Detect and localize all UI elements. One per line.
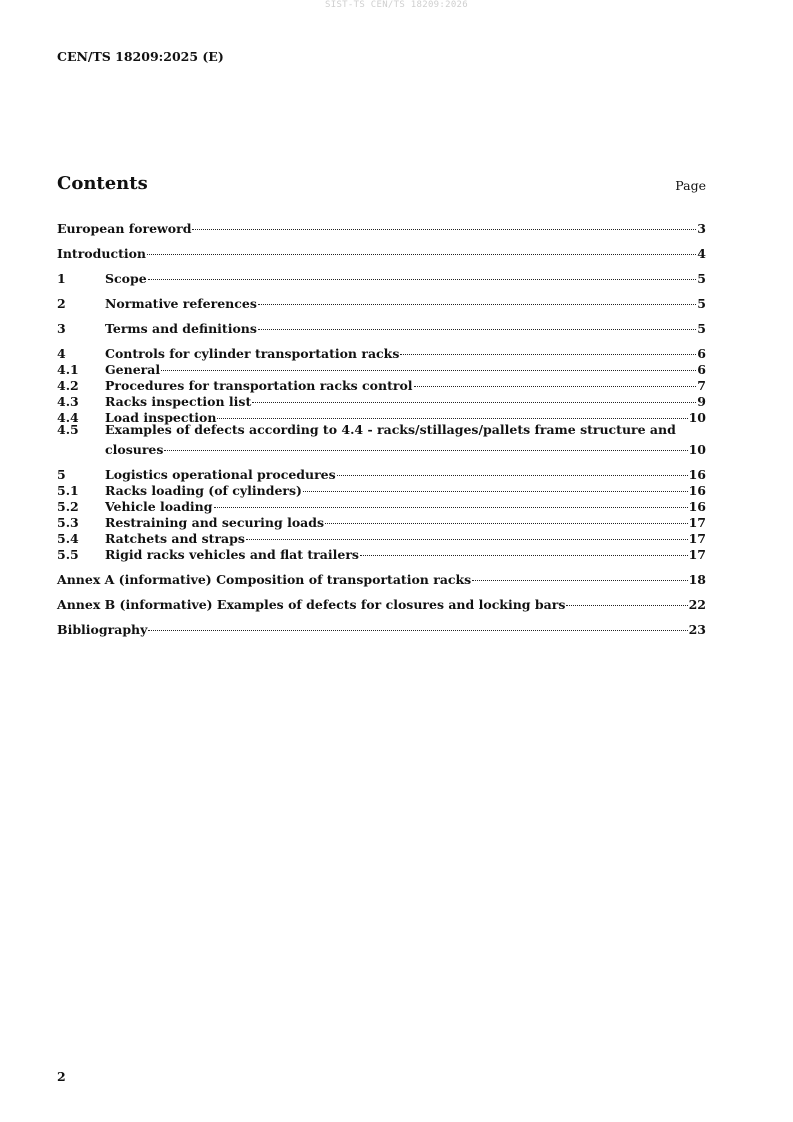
toc-entry-number: 5.3 [57,515,79,530]
watermark: SIST-TS CEN/TS 18209:2026 [325,0,468,10]
toc-entry[interactable] [57,390,706,409]
toc-entry-title-continuation: closures [105,442,164,457]
toc-entry[interactable] [57,374,706,393]
toc-entry-page: 6 [697,362,706,377]
toc-entry-page: 16 [688,483,706,498]
dot-leader [566,593,687,609]
toc-entry-title: Bibliography [57,622,148,637]
toc-entry-number: 4.3 [57,394,79,409]
toc-entry-page: 4 [697,246,706,261]
toc-entry-number: 5 [57,467,66,482]
toc-entry-number: 5.5 [57,547,79,562]
dot-leader [217,406,687,422]
toc-entry[interactable] [57,593,706,612]
toc-entry-title: Logistics operational procedures [105,467,336,482]
toc-entry-title: Rigid racks vehicles and flat trailers [105,547,359,562]
dot-leader [246,527,688,543]
dot-leader [192,217,696,233]
toc-entry-title: Procedures for transportation racks control [105,378,413,393]
toc-entry-page: 3 [697,221,706,236]
toc-entry-title: Load inspection [105,410,217,425]
toc-entry-title: European foreword [57,221,192,236]
dot-leader [147,242,696,258]
toc-entry-page: 5 [697,296,706,311]
toc-entry-number: 4.5 [57,422,79,437]
toc-entry-title: Annex B (informative) Examples of defects for closures and locking bars [57,597,566,612]
toc-entry[interactable] [57,242,706,261]
dot-leader [325,511,688,527]
toc-entry-number: 4.4 [57,410,79,425]
toc-entry-number: 4 [57,346,66,361]
dot-leader [472,568,687,584]
toc-entry-number: 2 [57,296,66,311]
toc-entry-title: Controls for cylinder transportation racks [105,346,400,361]
toc-entry-page: 10 [688,410,706,425]
toc-entry-page: 5 [697,321,706,336]
toc-entry-title: Examples of defects according to 4.4 - racks/stillages/pallets frame structure and [105,422,676,437]
toc-entry-title: Vehicle loading [105,499,213,514]
toc-entry-title: Restraining and securing loads [105,515,325,530]
toc-entry-page: 10 [688,442,706,457]
toc-entry-page: 7 [697,378,706,393]
toc-entry[interactable] [57,267,706,286]
dot-leader [214,495,688,511]
toc-entry-number: 5.4 [57,531,79,546]
dot-leader [360,543,688,559]
toc-entry[interactable] [57,568,706,587]
table-of-contents [57,217,706,637]
toc-entry[interactable] [57,511,706,530]
toc-entry[interactable] [57,495,706,514]
dot-leader [414,374,697,390]
toc-entry-number: 4.1 [57,362,79,377]
dot-leader [148,618,687,634]
dot-leader [303,479,688,495]
toc-entry-title: Racks loading (of cylinders) [105,483,302,498]
toc-entry-title: Scope [105,271,147,286]
toc-entry-title: Introduction [57,246,147,261]
toc-entry-page: 16 [688,499,706,514]
toc-entry-number: 3 [57,321,66,336]
toc-entry-title: Racks inspection list [105,394,252,409]
toc-entry-number: 4.2 [57,378,79,393]
toc-entry[interactable] [57,479,706,498]
toc-entry-page: 23 [688,622,706,637]
toc-entry-title: General [105,362,161,377]
toc-entry[interactable] [57,217,706,236]
toc-entry[interactable] [57,527,706,546]
toc-entry-page: 17 [688,515,706,530]
toc-entry-title: Ratchets and straps [105,531,245,546]
toc-entry-title: Normative references [105,296,257,311]
toc-entry-page: 17 [688,531,706,546]
toc-entry-title: Terms and definitions [105,321,257,336]
toc-entry-page: 9 [697,394,706,409]
toc-entry-number: 1 [57,271,66,286]
dot-leader [400,342,696,358]
dot-leader [337,463,688,479]
dot-leader [258,292,696,308]
dot-leader [164,438,687,454]
dot-leader [161,358,696,374]
dot-leader [148,267,697,283]
toc-entry-page: 5 [697,271,706,286]
document-identifier: CEN/TS 18209:2025 (E) [57,49,224,64]
toc-entry[interactable] [57,463,706,482]
page-number: 2 [57,1069,66,1084]
dot-leader [252,390,696,406]
toc-entry-page: 22 [688,597,706,612]
toc-entry-page: 18 [688,572,706,587]
toc-entry-title: Annex A (informative) Composition of transportation racks [57,572,472,587]
toc-entry[interactable] [57,317,706,336]
toc-entry-number: 5.2 [57,499,79,514]
toc-entry[interactable] [57,618,706,637]
toc-entry[interactable] [57,358,706,377]
toc-entry-page: 17 [688,547,706,562]
page-column-heading: Page [675,178,706,193]
toc-entry[interactable] [57,406,706,425]
toc-entry[interactable] [57,292,706,311]
toc-entry[interactable] [57,543,706,562]
dot-leader [258,317,696,333]
toc-entry[interactable] [57,422,706,438]
toc-entry[interactable] [57,342,706,361]
toc-entry-page: 16 [688,467,706,482]
toc-entry-page: 6 [697,346,706,361]
toc-entry-number: 5.1 [57,483,79,498]
contents-heading: Contents [57,173,148,194]
toc-entry-continuation[interactable] [57,438,706,457]
